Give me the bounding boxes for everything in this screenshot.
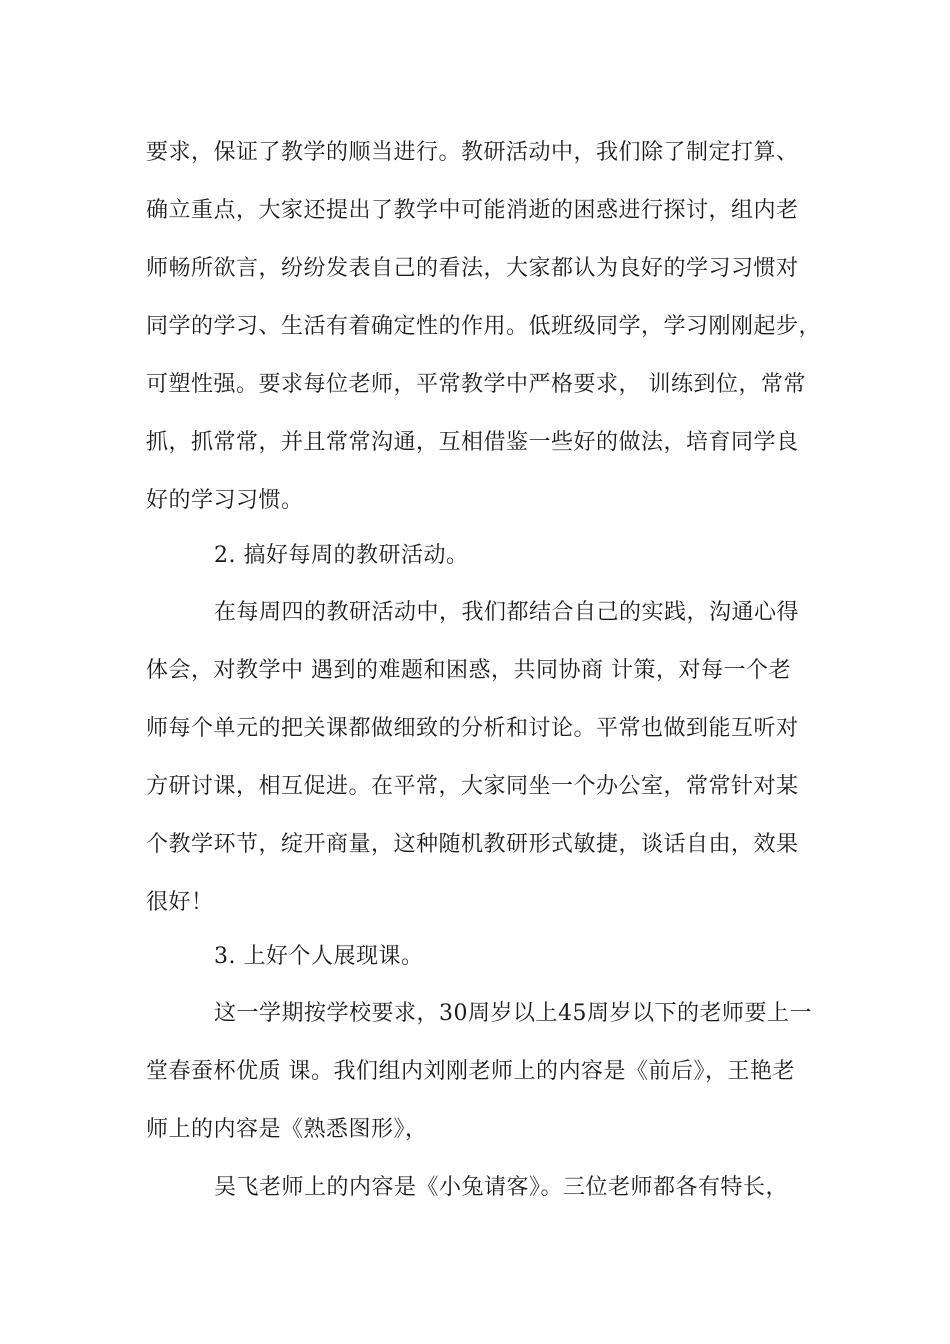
- body-line-4: 同学的学习、生活有着确定性的作用。低班级同学，学习刚刚起步，: [146, 314, 822, 339]
- body-line-13: 很好！: [146, 890, 214, 915]
- body-line-11: 方研讨课，相互促进。在平常，大家同坐一个办公室，常常针对某: [146, 774, 799, 799]
- section-heading-3: 3. 上好个人展现课。: [214, 944, 424, 969]
- body-line-2: 确立重点，大家还提出了教学中可能消逝的困惑进行探讨，组内老: [146, 198, 799, 223]
- body-line-15: 堂春蚕杯优质 课。我们组内刘刚老师上的内容是《前后》，王艳老: [146, 1059, 795, 1084]
- body-line-6: 抓，抓常常，并且常常沟通，互相借鉴一些好的做法，培育同学良: [146, 430, 799, 455]
- body-line-14: 这一学期按学校要求，30周岁以上45周岁以下的老师要上一: [214, 1001, 812, 1026]
- body-line-16: 师上的内容是《熟悉图形》，: [146, 1117, 428, 1142]
- section-heading-2: 2. 搞好每周的教研活动。: [214, 543, 469, 568]
- body-line-8: 在每周四的教研活动中，我们都结合自己的实践，沟通心得: [214, 600, 800, 625]
- body-line-3: 师畅所欲言，纷纷发表自己的看法，大家都认为良好的学习习惯对: [146, 256, 799, 281]
- body-line-17: 吴飞老师上的内容是《小兔请客》。三位老师都各有特长，: [214, 1175, 789, 1200]
- body-line-7: 好的学习习惯。: [146, 488, 304, 513]
- body-line-5: 可塑性强。要求每位老师，平常教学中严格要求， 训练到位，常常: [146, 372, 806, 397]
- body-line-1: 要求，保证了教学的顺当进行。教研活动中，我们除了制定打算、: [146, 140, 799, 165]
- body-line-10: 师每个单元的把关课都做细致的分析和讨论。平常也做到能互听对: [146, 716, 799, 741]
- body-line-12: 个教学环节，绽开商量，这种随机教研形式敏捷，谈话自由，效果: [146, 832, 799, 857]
- body-line-9: 体会，对教学中 遇到的难题和困惑，共同协商 计策，对每一个老: [146, 658, 791, 683]
